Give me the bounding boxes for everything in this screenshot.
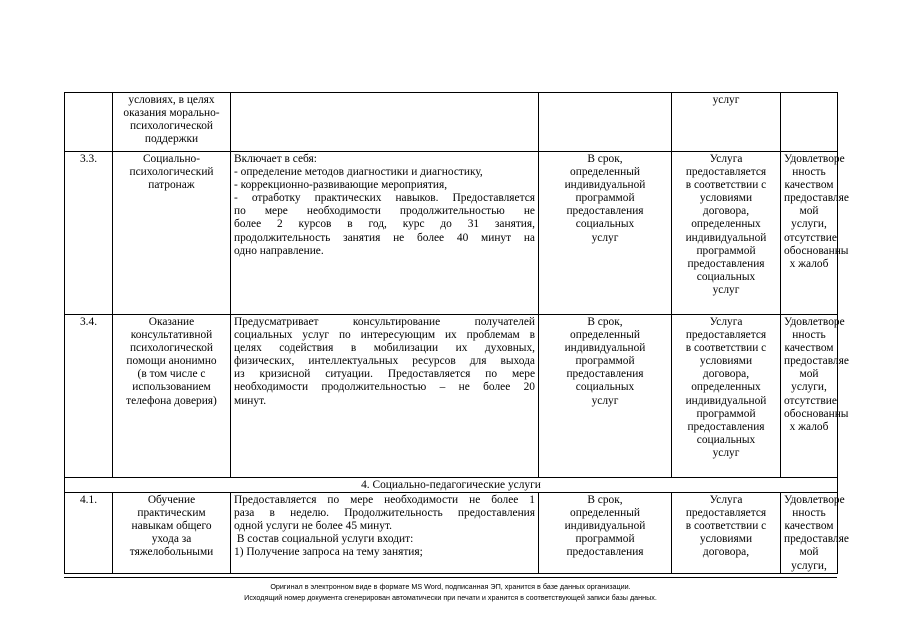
service-name-line: ухода за xyxy=(151,533,192,546)
service-description-line: В состав социальной услуги входит: xyxy=(234,533,414,546)
service-condition-line: договора, xyxy=(702,546,750,559)
service-quality-cell xyxy=(781,152,849,315)
service-condition-line: Услуга xyxy=(709,153,743,165)
service-term-cell xyxy=(539,152,672,315)
service-condition-line: Услуга xyxy=(709,494,743,507)
service-quality-line: отсутствие xyxy=(784,394,837,407)
service-condition-line: услуг xyxy=(712,446,740,459)
service-description-line: более 2 курсов в год, курс до 31 занятия, xyxy=(234,218,535,231)
service-condition-line: договора, xyxy=(702,205,750,218)
service-description-line: из кризисной ситуации. Предоставляется по мере xyxy=(234,368,535,381)
service-quality-line: качеством xyxy=(784,179,834,192)
service-quality-line: Удовлетворе xyxy=(784,494,845,507)
service-condition-line: программой xyxy=(696,244,756,257)
service-condition-line: условиями xyxy=(699,533,753,546)
service-description-line: физических, интеллектуальных ресурсов для выхода xyxy=(234,355,535,368)
service-condition-line: определенных xyxy=(691,381,761,394)
service-name-line: условиях, в целях xyxy=(128,94,215,106)
service-quality-line: х жалоб xyxy=(789,257,829,270)
table-row xyxy=(65,93,838,152)
service-condition-line: условиями xyxy=(699,355,753,368)
service-quality-line: мой услуги, xyxy=(791,205,827,231)
service-name-cell xyxy=(113,315,231,478)
row-number-cell: 4.1. xyxy=(65,493,113,574)
service-name-line: использованием xyxy=(132,381,211,394)
service-condition-line: предоставляется xyxy=(685,507,767,520)
services-table-body xyxy=(65,93,849,574)
service-name-line: телефона доверия) xyxy=(126,394,217,407)
service-condition-line: социальных xyxy=(696,270,756,283)
service-quality-line: х жалоб xyxy=(789,420,829,433)
service-quality-line: нность xyxy=(792,166,826,179)
service-quality-line: мой услуги, xyxy=(791,546,827,572)
service-name-line: психологической xyxy=(129,120,214,133)
service-condition-line: предоставления xyxy=(687,420,765,433)
service-description-line: продолжительность занятия не более 40 минут на xyxy=(234,231,535,244)
service-description-line: - коррекционно-развивающие мероприятия, xyxy=(234,179,448,192)
service-condition-line: услуг xyxy=(712,283,740,296)
service-quality-line: предоставляе xyxy=(784,192,849,205)
service-name-line: Социально- xyxy=(142,153,201,165)
service-name-line: навыкам общего xyxy=(131,520,212,533)
service-quality-cell xyxy=(781,315,849,478)
service-description-line: раза в неделю. Продолжительность предоставления xyxy=(234,507,535,520)
service-condition-line: предоставляется xyxy=(685,329,767,342)
service-description-line: минут. xyxy=(234,394,267,407)
service-term-cell xyxy=(539,315,672,478)
service-quality-line: нность xyxy=(792,329,826,342)
service-description-line: - отработку практических навыков. Предоставляется xyxy=(234,192,535,205)
service-condition-cell xyxy=(672,493,781,574)
service-description-line: целях содействия в мобилизации их духовных, xyxy=(234,342,535,355)
service-term-line: предоставления xyxy=(566,546,644,559)
service-description-line: необходимости продолжительностью – не более 20 xyxy=(234,381,535,394)
service-name-line: психологический xyxy=(129,166,214,179)
service-name-cell xyxy=(113,493,231,574)
service-term-line: индивидуальной xyxy=(564,179,646,192)
footer-original-note: Оригинал в электронном виде в формате MS Word, подписанная ЭП, хранится в базе данных организации. xyxy=(270,582,631,591)
service-description-line: Предусматривает консультирование получателей xyxy=(234,316,535,328)
service-name-line: психологической xyxy=(129,342,214,355)
service-description-line: Предоставляется по мере необходимости не более 1 xyxy=(234,494,535,507)
service-name-line: помощи анонимно xyxy=(126,355,217,368)
service-quality-line: предоставляе xyxy=(784,355,849,368)
service-name-line: оказания морально- xyxy=(123,107,220,120)
row-number-cell: 3.3. xyxy=(65,152,113,315)
footer-number-note: Исходящий номер документа сгенерирован автоматически при печати и хранится в соответствующей записи базы данных. xyxy=(244,593,657,602)
service-name-line: Обучение xyxy=(147,494,196,507)
row-number-cell xyxy=(65,93,113,152)
service-term-line: услуг xyxy=(591,394,619,407)
table-row xyxy=(65,315,838,478)
service-term-line: предоставления xyxy=(566,205,644,218)
service-description-line: одно направление. xyxy=(234,244,324,257)
service-name-line: тяжелобольными xyxy=(129,546,214,559)
service-description-line: - определение методов диагностики и диагностику, xyxy=(234,166,483,179)
service-quality-line: обоснованны xyxy=(784,244,849,257)
service-description-line: по мере необходимости продолжительностью не xyxy=(234,205,535,218)
service-name-line: патронаж xyxy=(148,179,195,192)
service-term-line: В срок, xyxy=(587,494,623,507)
service-condition-line: предоставляется xyxy=(685,166,767,179)
table-row xyxy=(65,493,838,574)
service-quality-cell xyxy=(781,93,838,152)
service-description-line: Включает в себя: xyxy=(234,153,317,165)
service-term-line: услуг xyxy=(591,231,619,244)
service-term-line: В срок, xyxy=(587,316,623,328)
service-term-line: программой xyxy=(575,533,635,546)
service-condition-line: в соответствии с xyxy=(685,342,767,355)
service-quality-line: предоставляе xyxy=(784,533,849,546)
service-description-line: социальных услуг по интересующим их проблемам в xyxy=(234,329,535,342)
service-condition-cell xyxy=(672,315,781,478)
service-condition-line: индивидуальной xyxy=(685,394,767,407)
service-quality-line: обоснованны xyxy=(784,407,849,420)
service-condition-cell xyxy=(672,93,781,152)
table-row xyxy=(65,152,838,315)
service-condition-line: индивидуальной xyxy=(685,231,767,244)
service-term-line: предоставления xyxy=(566,368,644,381)
service-term-line: индивидуальной xyxy=(564,520,646,533)
service-name-line: Оказание xyxy=(148,316,195,328)
service-term-line: социальных xyxy=(575,218,635,231)
service-term-line: определенный xyxy=(570,166,640,179)
service-term-line: программой xyxy=(575,355,635,368)
service-name-cell xyxy=(113,93,231,152)
service-term-line: социальных xyxy=(575,381,635,394)
service-quality-line: Удовлетворе xyxy=(784,153,845,165)
service-term-line: определенный xyxy=(570,507,640,520)
service-condition-line: услуг xyxy=(712,94,740,106)
service-condition-line: Услуга xyxy=(709,316,743,328)
service-condition-line: условиями xyxy=(699,192,753,205)
service-term-cell xyxy=(539,93,672,152)
service-condition-line: предоставления xyxy=(687,257,765,270)
service-name-line: практическим xyxy=(137,507,206,520)
section-heading: 4. Социально-педагогические услуги xyxy=(65,478,838,493)
service-term-line: программой xyxy=(575,192,635,205)
section-heading-row xyxy=(65,478,838,493)
service-quality-cell xyxy=(781,493,849,574)
service-term-line: В срок, xyxy=(587,153,623,165)
service-condition-line: социальных xyxy=(696,433,756,446)
service-condition-line: программой xyxy=(696,407,756,420)
service-name-line: поддержки xyxy=(144,133,199,146)
service-term-cell xyxy=(539,493,672,574)
services-table xyxy=(64,92,849,574)
service-quality-line: качеством xyxy=(784,342,834,355)
service-description-cell xyxy=(231,493,539,574)
service-term-line: индивидуальной xyxy=(564,342,646,355)
service-name-line: консультативной xyxy=(130,329,213,342)
row-number-cell: 3.4. xyxy=(65,315,113,478)
service-name-cell xyxy=(113,152,231,315)
service-quality-line: качеством xyxy=(784,520,834,533)
service-name-line: (в том числе с xyxy=(137,368,206,381)
service-term-line: определенный xyxy=(570,329,640,342)
service-description-cell xyxy=(231,93,539,152)
service-condition-line: в соответствии с xyxy=(685,179,767,192)
service-quality-line: нность xyxy=(792,507,826,520)
service-description-line: 1) Получение запроса на тему занятия; xyxy=(234,546,423,559)
service-quality-line: Удовлетворе xyxy=(784,316,845,328)
service-condition-line: определенных xyxy=(691,218,761,231)
footer-divider xyxy=(64,577,837,578)
service-quality-line: мой услуги, xyxy=(791,368,827,394)
service-description-line: одной услуги не более 45 минут. xyxy=(234,520,392,533)
service-quality-line: отсутствие xyxy=(784,231,837,244)
service-description-cell xyxy=(231,152,539,315)
service-condition-line: в соответствии с xyxy=(685,520,767,533)
service-condition-line: договора, xyxy=(702,368,750,381)
service-condition-cell xyxy=(672,152,781,315)
service-description-cell xyxy=(231,315,539,478)
